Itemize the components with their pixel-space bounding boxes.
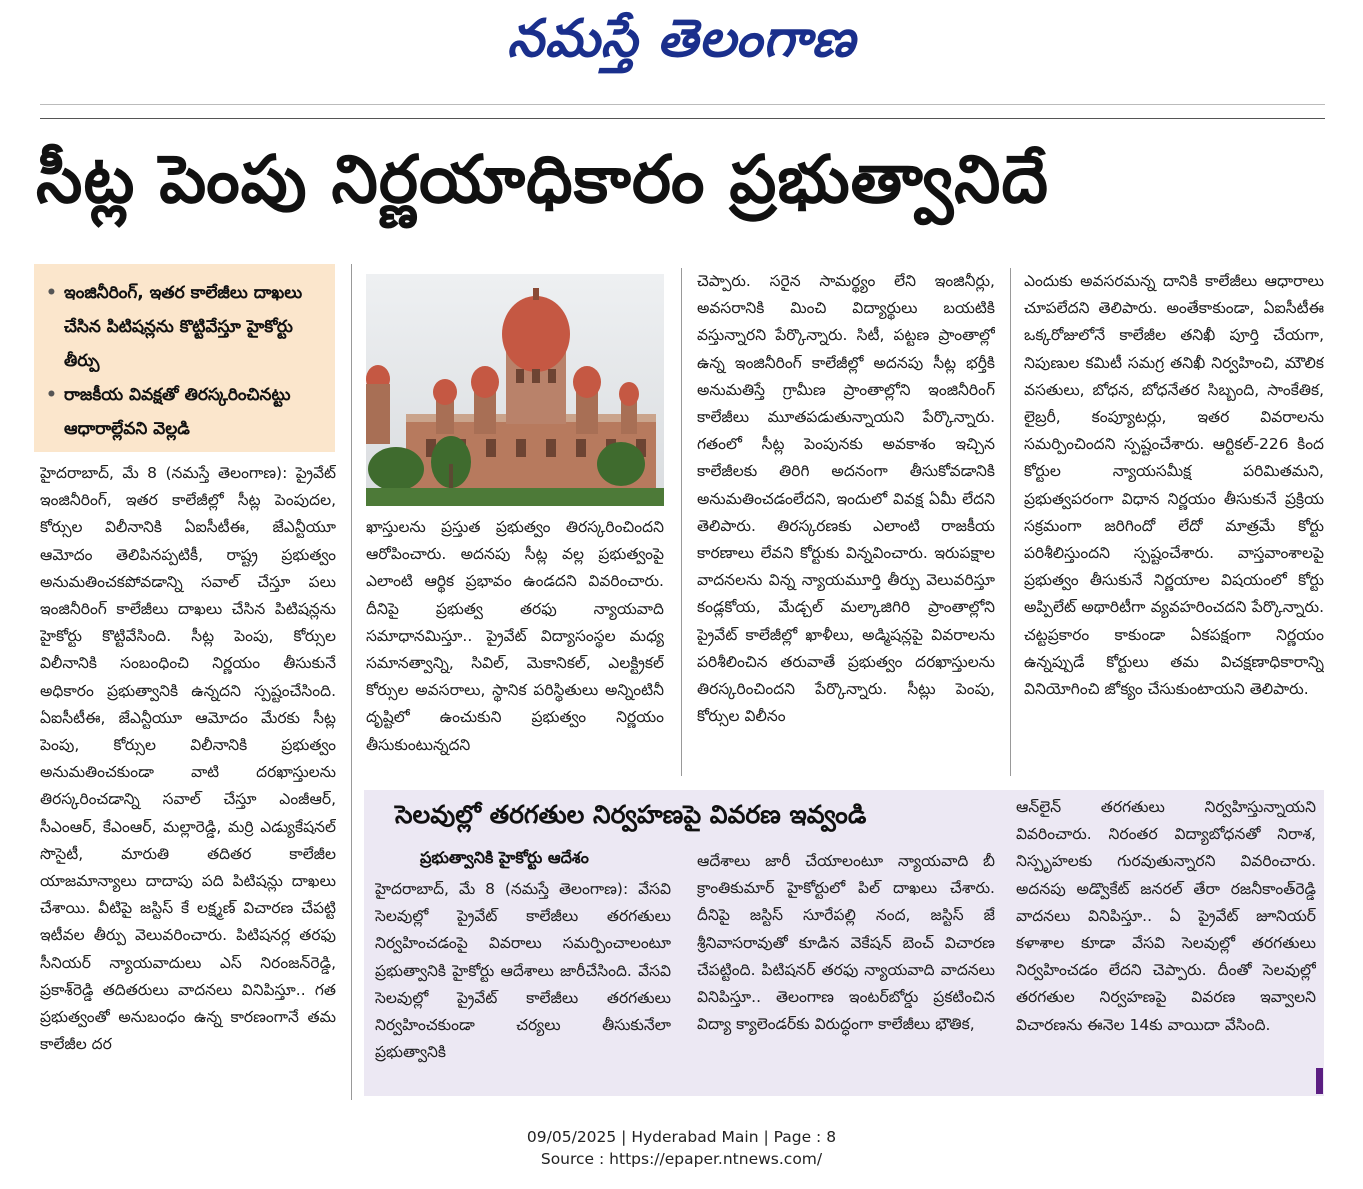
bullet-icon: • [46,385,57,405]
highlights-box [34,264,335,452]
related-story-subhead: ప్రభుత్వానికి హైకోర్టు ఆదేశం [420,848,589,867]
column-divider [1010,268,1011,776]
page-headline: సీట్ల పెంపు నిర్ణయాధికారం ప్రభుత్వానిదే [36,141,1049,218]
bullet-icon: • [46,283,57,303]
article-text: ఖాస్తులను ప్రస్తుత ప్రభుత్వం తిరస్కరించిందని ఆరోపించారు. అదనపు సీట్ల వల్ల ప్రభుత్వంపై ఎలాంటి ఆర్థిక ప్రభావం ఉండదని వివరించారు. దీనిపై ప్రభుత్వ తరఫు న్యాయవాది సమాధానమిస్తూ.. ప్రైవేట్‌ విద్యాసంస్థల మధ్య సమానత్వాన్ని, సివిల్‌, మెకానికల్‌, ఎలక్ట్రికల్‌ కోర్సుల అవసరాలు, స్థానిక పరిస్థితులు అన్నింటినీ దృష్టిలో ఉంచుకుని ప్రభుత్వం నిర్ణయం తీసుకుంటున్నదని [366,518,664,754]
related-story-column-2 [697,848,995,1092]
highlight-text: రాజకీయ వివక్షతో తిరస్కరించినట్టు ఆధారాల్లేవని వెల్లడి [64,385,291,439]
highlight-text: ఇంజినీరింగ్‌, ఇతర కాలేజీలు దాఖలు చేసిన పిటిషన్లను కొట్టివేస్తూ హైకోర్టు తీర్పు [64,283,303,371]
header-divider [40,118,1325,119]
article-text: చెప్పారు. సరైన సామర్థ్యం లేని ఇంజినీర్లు, అవసరానికి మించి విద్యార్థులు బయటికి వస్తున్నారని పేర్కొన్నారు. సిటీ, పట్టణ ప్రాంతాల్లో ఉన్న ఇంజినీరింగ్‌ కాలేజీల్లో అదనపు సీట్ల భర్తీకి అనుమతిస్తే గ్రామీణ ప్రాంతాల్లోని ఇంజినీరింగ్‌ కాలేజీలు మూతపడుతున్నాయని పేర్కొన్నారు. గతంలో సీట్ల పెంపునకు అవకాశం ఇచ్చిన కాలేజీలకు తిరిగి అదనంగా తీసుకోవడానికి అనుమతించడంలేదని, ఇందులో వివక్ష ఏమీ లేదని తెలిపారు. తిరస్కరణకు ఎలాంటి రాజకీయ కారణాలు లేవని కోర్టుకు విన్నవించారు. ఇరుపక్షాల వాదనలను విన్న న్యాయమూర్తి తీర్పు వెలువరిస్తూ కండ్లకోయ, మేడ్చల్‌ మల్కాజిగిరి ప్రాంతాల్లోని ప్రైవేట్‌ కాలేజీల్లో ఖాళీలు, అడ్మిషన్లపై వివరాలను పరిశీలించిన తరువాతే ప్రభుత్వం దరఖాస్తులను తిరస్కరించిందని పేర్కొన్నారు. సీట్లు పెంపు, కోర్సుల విలీనం [697,272,995,726]
column-divider [681,268,682,776]
article-column-3 [697,268,995,776]
footer-source: Source : https://epaper.ntnews.com/ [540,1150,823,1168]
article-text: హైదరాబాద్‌, మే 8 (నమస్తే తెలంగాణ): ప్రైవేట్‌ ఇంజినీరింగ్‌, ఇతర కాలేజీల్లో సీట్ల పెంపుదల, కోర్సుల విలీనానికి ఏఐసీటీఈ, జేఎన్టీయూ ఆమోదం తెలిపినప్పటికీ, రాష్ట్ర ప్రభుత్వం అనుమతించకపోవడాన్ని సవాల్‌ చేస్తూ పలు ఇంజినీరింగ్‌ కాలేజీలు దాఖలు చేసిన పిటిషన్లను హైకోర్టు కొట్టివేసింది. సీట్ల పెంపు, కోర్సుల విలీనానికి సంబంధించి నిర్ణయం తీసుకునే అధికారం ప్రభుత్వానికి ఉన్నదని స్పష్టంచేసింది. ఏఐసీటీఈ, జేఎన్టీయూ ఆమోదం మేరకు సీట్ల పెంపు, కోర్సుల విలీనానికి ప్రభుత్వం అనుమతించకుండా వాటి దరఖాస్తులను తిరస్కరించడాన్ని సవాల్‌ చేస్తూ ఎంజీఆర్‌, సీఎంఆర్‌, కేఎంఆర్‌, మల్లారెడ్డి, మర్రి ఎడ్యుకేషనల్‌ సొసైటీ, మారుతి తదితర కాలేజీల యాజమాన్యాలు దాదాపు పది పిటిషన్లు దాఖలు చేశాయి. వీటిపై జస్టిస్‌ కే లక్ష్మణ్‌ విచారణ చేపట్టి ఇటీవల తీర్పు వెలువరించారు. పిటిషనర్ల తరఫు సీనియర్‌ న్యాయవాదులు ఎస్‌ నిరంజన్‌రెడ్డి, ప్రకాశ్‌రెడ్డి తదితరులు వాదనలు వినిపిస్తూ.. గత ప్రభుత్వంతో అనుబంధం ఉన్న కారణంగానే తమ కాలేజీల దర [40,464,336,1054]
related-story-column-3 [1016,794,1316,1074]
article-column-4 [1024,268,1324,776]
related-story-headline: సెలవుల్లో తరగతుల నిర్వహణపై వివరణ ఇవ్వండి [395,800,867,829]
article-text: ఆదేశాలు జారీ చేయాలంటూ న్యాయవాది బీ క్రాంతికుమార్‌ హైకోర్టులో పిల్‌ దాఖలు చేశారు. దీనిపై జస్టిస్‌ సూరేపల్లి నంద, జస్టిస్‌ జే శ్రీనివాసరావుతో కూడిన వెకేషన్‌ బెంచ్‌ విచారణ చేపట్టింది. పిటిషనర్‌ తరఫు న్యాయవాది వాదనలు వినిపిస్తూ.. తెలంగాణ ఇంటర్‌బోర్డు ప్రకటించిన విద్యా క్యాలెండర్‌కు విరుద్ధంగా కాలేజీలు భౌతిక, [697,852,995,1034]
high-court-photo [366,274,664,506]
highlight-item [46,276,323,378]
column-divider [351,264,352,1100]
article-text: హైదరాబాద్‌, మే 8 (నమస్తే తెలంగాణ): వేసవి సెలవుల్లో ప్రైవేట్‌ కాలేజీలు తరగతులు నిర్వహించడంపై వివరాలు సమర్పించాలంటూ ప్రభుత్వానికి హైకోర్టు ఆదేశాలు జారీచేసింది. వేసవి సెలవుల్లో ప్రైవేట్‌ కాలేజీలు తరగతులు నిర్వహించకుండా చర్యలు తీసుకునేలా ప్రభుత్వానికి [375,880,671,1062]
article-column-1 [40,460,336,1100]
article-column-2 [366,514,664,776]
footer-date-page: 09/05/2025 | Hyderabad Main | Page : 8 [526,1128,837,1146]
masthead-logo: నమస్తే తెలంగాణ [507,8,856,69]
top-rule [40,104,1325,105]
related-story-column-1 [375,876,671,1092]
highlight-item [46,378,323,446]
accent-bar [1316,1068,1323,1094]
article-text: ఎందుకు అవసరమన్న దానికి కాలేజీలు ఆధారాలు చూపలేదని తెలిపారు. అంతేకాకుండా, ఏఐసీటీఈ ఒక్కరోజులోనే కాలేజీల తనిఖీ పూర్తి చేయగా, నిపుణుల కమిటీ సమగ్ర తనిఖీ నిర్వహించి, మౌలిక వసతులు, బోధన, బోధనేతర సిబ్బంది, సాంకేతిక, లైబ్రరీ, కంప్యూటర్లు, ఇతర వివరాలను సమర్పించిందని స్పష్టంచేశారు. ఆర్టికల్‌-226 కింద కోర్టుల న్యాయసమీక్ష పరిమితమని, ప్రభుత్వపరంగా విధాన నిర్ణయం తీసుకునే ప్రక్రియ సక్రమంగా జరిగిందో లేదో మాత్రమే కోర్టు పరిశీలిస్తుందని స్పష్టంచేశారు. వాస్తవాంశాలపై ప్రభుత్వం తీసుకునే నిర్ణయాల విషయంలో కోర్టు అప్పిలేట్‌ అథారిటీగా వ్యవహరించదని పేర్కొన్నారు. చట్టప్రకారం కాకుండా ఏకపక్షంగా నిర్ణయం ఉన్నప్పుడే కోర్టులు తమ విచక్షణాధికారాన్ని వినియోగించి జోక్యం చేసుకుంటాయని తెలిపారు. [1024,272,1324,699]
article-text: ఆన్‌లైన్‌ తరగతులు నిర్వహిస్తున్నాయని వివరించారు. నిరంతర విద్యాబోధనతో నిరాశ, నిస్పృహలకు గురవుతున్నారని వివరించారు. అదనపు అడ్వొకేట్‌ జనరల్‌ తేరా రజనీకాంత్‌రెడ్డి వాదనలు వినిపిస్తూ.. ఏ ప్రైవేట్‌ జూనియర్‌ కళాశాల కూడా వేసవి సెలవుల్లో తరగతులు నిర్వహించడం లేదని చెప్పారు. దీంతో సెలవుల్లో తరగతుల నిర్వహణపై వివరణ ఇవ్వాలని విచారణను ఈనెల 14కు వాయిదా వేసింది. [1016,798,1316,1034]
